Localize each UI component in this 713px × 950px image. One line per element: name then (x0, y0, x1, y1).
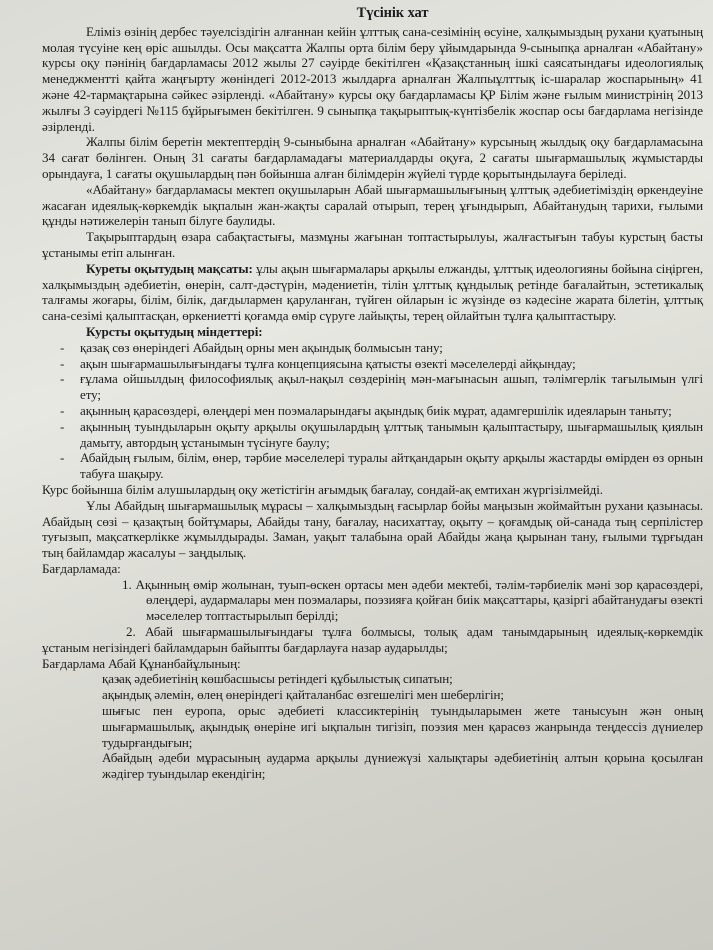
list-item: - ақынның туындыларын оқыту арқылы оқушылардың ұлттық танымын қалыптастыру, шығармашылық қиялын дамыту, автордың ұстанымын түсінуге баулу; (42, 419, 703, 451)
list-item: - ақын шығармашылығындағы тұлға концепциясына қатысты өзекті мәселелерді айқындау; (42, 356, 703, 372)
program-paragraph: «Абайтану» бағдарламасы мектеп оқушыларын Абай шығармашылығының ұлттық әдебиетіміздің өркендеуіне жасаған идеялық-көркемдік ықпалын жан-жақты саралай отырып, терең ұғындырып, Абайтанудың тарихи, ғылыми құнды нәтижелерін танып білуге баулиды. (42, 181, 703, 229)
assessment-paragraph: Курс бойынша білім алушылардың оқу жетістігін ағымдық бағалау, сондай-ақ емтихан жүргізілмейді. (42, 481, 603, 497)
numbered-item-2: 2. Абай шығармашылығындағы тұлға болмысы, толық адам танымдарының идеялық-көркемдік ұстаным негізіндегі байламдарын байыпты бағдарлауға назар аударылды; (42, 624, 703, 655)
goal-paragraph (42, 261, 703, 324)
goal-heading: Куреты оқытудың мақсаты: (86, 260, 253, 276)
program-list (42, 671, 703, 782)
list-item: - ақынның қарасөздері, өлеңдері мен поэмаларындағы ақындық биік мұрат, адамгершілік идеяларын таныту; (42, 403, 703, 419)
list-item: - ғұлама ойшылдың философиялық ақыл-нақыл сөздерінің мән-мағынасын ашып, тәлімгерлік тағылымын үлгі ету; (42, 371, 703, 403)
intro-paragraph: Еліміз өзінің дербес тәуелсіздігін алғаннан кейін ұлттық сана-сезімінің өсуіне, халқымыздың рухани қуатының молая түсуіне кең өріс ашылды. Осы мақсатта Жалпы орта білім беру ұйымдарында 9-сыныпқа арналған «Абайтану» курсы оқу пәнінің бағдарламасы 2012 жылы 27 сәуірде бекітілген «Қазақстанның ішкі саясатындағы идеологиялық менеджментті қайта жаңғырту жөніндегі 2012-2013 жылдарға арналған Жалпыұлттық іс-шаралар жоспарының» 41 және 42-тармақтарына сәйкес әзірленді. «Абайтану» курсы оқу бағдарламасы ҚР Білім және ғылым министрінің 2013 жылғы 3 сәуірдегі №115 бұйрығымен бекітілген. 9 сыныпқа тақырыптық-күнтізбелік жоспар осы бағдарлама негізінде әзірленді. (42, 23, 703, 134)
structure-paragraph: Тақырыптардың өзара сабақтастығы, мазмұны жағынан топтастырылуы, жалғастығын табуы курстың басты ұстанымы етіп алынған. (42, 229, 703, 260)
numbered-item-1: 1. Ақынның өмір жолынан, туып-өскен ортасы мен әдеби мектебі, тәлім-тәрбиелік мәні зор қарасөздері, өлеңдері, аудармалары мен поэмалары, поэзияға қойған биік мақсаттары, қазіргі абайтанудағы өзекті мәселелер топтастырылып берілді; (122, 576, 703, 624)
list-item: - Абайдың ғылым, білім, өнер, тәрбие мәселелері туралы айтқандарын оқыту арқылы жастарды өмірден өз орнын табуға шақыру. (42, 450, 703, 482)
list-item: - қазақ сөз өнеріндегі Абайдың орны мен ақындық болмысын тану; (42, 340, 703, 356)
program-intro: Бағдарламада: (42, 560, 121, 576)
goal-text: ұлы ақын шығармалары арқылы елжанды, ұлттық идеологияны бойына сіңірген, халқымыздың әдебиетін, өнерін, салт-дәстүрін, мәдениетін, тілін ұлттық құндылық ретінде бағалайтын, эстетикалық талғамы жоғары, білім, білік, дағдылармен қаруланған, түйген ойларын іс жүзінде өз кәдесіне жарата білетін, ұлттық сана-сезімі қалыптасқан, өркениетті қоғамда өмір сүруге лайықты, терең ойлайтын тұлға қалыптастыру. (42, 260, 704, 324)
hours-paragraph: Жалпы білім беретін мектептердің 9-сыныбына арналған «Абайтану» курсының жылдық оқу бағдарламасына 34 сағат бөлінген. Оның 31 сағаты бағдарламадағы материалдарды оқуға, 2 сағаты шығармашылық жұмыстарды орындауға, 1 сағаты оқушылардың пән бойынша алған білімдерін жүйелі түрде қорытындылауға беріледі. (42, 134, 703, 181)
list-item: - Абайдың әдеби мұрасының аударма арқылы дүниежүзі халықтары әдебиетінің алтын қорына қосылған жәдігер туындылар екендігін; (42, 750, 703, 782)
heritage-paragraph: Ұлы Абайдың шығармашылық мұрасы – халқымыздың ғасырлар бойы маңызын жоймайтын рухани қазынасы. Абайдың сөзі – қазақтың бойтұмары, Абайды тану, бағалау, насихаттау, оқыту – қоғамдық ой-санада тың серпілістер туғызып, мақсаткерлікке жұмылдырады. Заман, уақыт талабына орай Абайды жаңа қырынан тану, ғылыми тұрғыдан тың байламдар жасалуы – заңдылық. (42, 497, 703, 561)
tasks-heading: Курсты оқытудың міндеттері: (86, 323, 263, 339)
list-item: - қазақ әдебиетінің көшбасшысы ретіндегі құбылыстық сипатын; (42, 671, 703, 687)
program-abai-intro: Бағдарлама Абай Құнанбайұлының: (42, 655, 241, 671)
page-title: Түсінік хат (356, 5, 429, 21)
tasks-list (42, 340, 703, 482)
list-item: - шығыс пен еуропа, орыс әдебиеті классиктерінің туындыларымен жете танысуын жән оның шығармашылық, ақындық өнеріне игі ықпалын тигізіп, поэзия мен қарасөз жанрында теңдессіз дүниелер тудырғандығын; (42, 703, 703, 750)
list-item: - ақындық әлемін, өлең өнеріндегі қайталанбас өзгешелігі мен шеберлігін; (42, 687, 703, 703)
